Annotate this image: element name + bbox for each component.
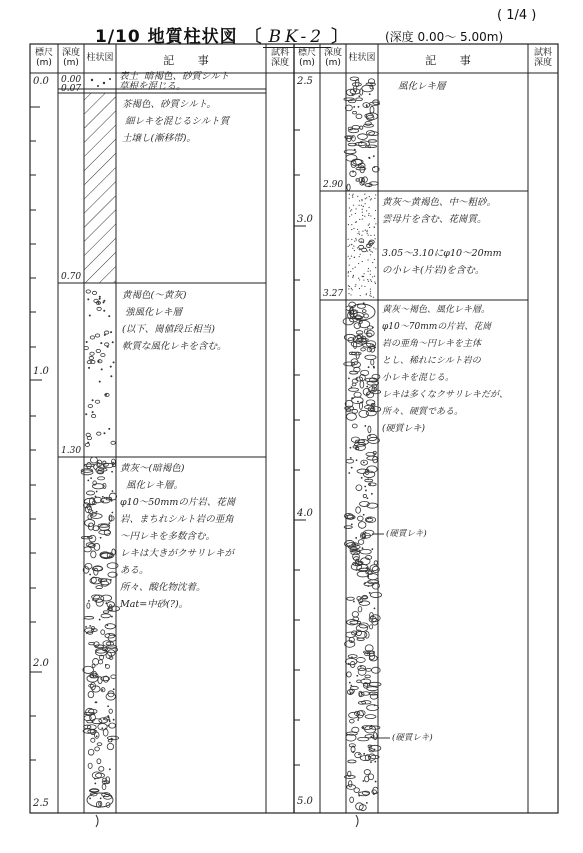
gravel-layer-bottom-log — [343, 302, 382, 810]
hole-id: BK-2 — [263, 27, 332, 48]
bracket-open: 〔 — [244, 27, 263, 47]
page-number: ( 1/4 ) — [497, 8, 537, 23]
depth-range: (深度 0.00～ 5.00m) — [385, 30, 504, 44]
gravel-layer-top-log — [344, 77, 380, 191]
col-scale-header: 標尺 (m) — [34, 48, 53, 68]
scale-mark: 2.5 — [297, 76, 313, 87]
col-depth-header-right: 深度 (m) — [323, 48, 342, 68]
silty-soil-hatch — [84, 93, 116, 283]
boundary-depth: 0.07 — [61, 84, 82, 94]
title-text: 1/10 地質柱状図 — [95, 27, 238, 47]
boundary-depth: 3.27 — [323, 289, 344, 299]
boundary-depth: 0.00 — [61, 75, 82, 85]
col-desc-header-right: 記 事 — [425, 54, 481, 67]
topsoil-log — [91, 78, 111, 87]
col-sample-header-right: 試料 深度 — [533, 48, 552, 68]
col-desc-header: 記 事 — [163, 54, 219, 67]
boundary-depth: 0.70 — [61, 272, 82, 282]
scale-mark: 0.0 — [33, 76, 49, 87]
boundary-depth: 1.30 — [61, 446, 82, 456]
boundary-depth: 2.90 — [323, 180, 344, 190]
layer-description: 黄灰～黄褐色、中～粗砂。 雲母片を含む、花崗質。 3.05～3.10にφ10～20mm の小レキ(片岩)を含む。 — [382, 197, 502, 276]
scale-mark: 5.0 — [297, 796, 313, 807]
scale-mark: 1.0 — [33, 366, 49, 377]
layer-description: 表土 暗褐色、砂質シルト 草根を混じる。 — [119, 71, 230, 92]
layer-description: 風化レキ層 — [398, 81, 446, 92]
scale-mark: 3.0 — [297, 214, 313, 225]
coarse-sand-log — [348, 194, 377, 298]
layer-description: 黄灰～褐色、風化レキ層。 φ10～70mmの片岩、花崗 岩の亜角～円レキを主体 とし、稀れにシルト岩の 小レキを混じる。 レキは多くなクサリレキだが、 所々、硬質である。 (硬質レキ) — [382, 305, 509, 434]
col-sample-header: 試料 深度 — [270, 48, 289, 68]
col-depth-header: 深度 (m) — [61, 48, 80, 68]
weathered-gravel-dense-log — [81, 457, 119, 807]
col-log-header: 柱状図 — [86, 53, 114, 63]
col-scale-header-right: 標尺 (m) — [297, 48, 316, 68]
hard-gravel-tag: (硬質レキ) — [392, 733, 433, 743]
weathered-gravel-sparse-log — [84, 290, 115, 447]
hard-gravel-tag: (硬質レキ) — [386, 529, 427, 539]
scale-mark: 4.0 — [297, 508, 313, 519]
bracket-close: 〕 — [331, 27, 350, 47]
layer-description: 黄灰～(暗褐色) 風化レキ層。 φ10～50mmの片岩、花崗 岩、まちれシルト岩の亜角 ～円レキを多数含む。 レキは大きがクサリレキが ある。 所々、酸化物沈着。 Mat=中砂(?)。 — [120, 463, 236, 610]
scale-mark: 2.0 — [33, 658, 49, 669]
layer-description: 茶褐色、砂質シルト。 細レキを混じるシルト質 土壌し(漸移帯)。 — [122, 99, 230, 144]
layer-description: 黄褐色(～黄灰) 強風化レキ層 (以下、崗値段丘相当) 軟質な風化レキを含む。 — [122, 290, 227, 352]
scale-mark: 2.5 — [33, 798, 49, 809]
col-log-header-right: 柱状図 — [348, 53, 376, 63]
